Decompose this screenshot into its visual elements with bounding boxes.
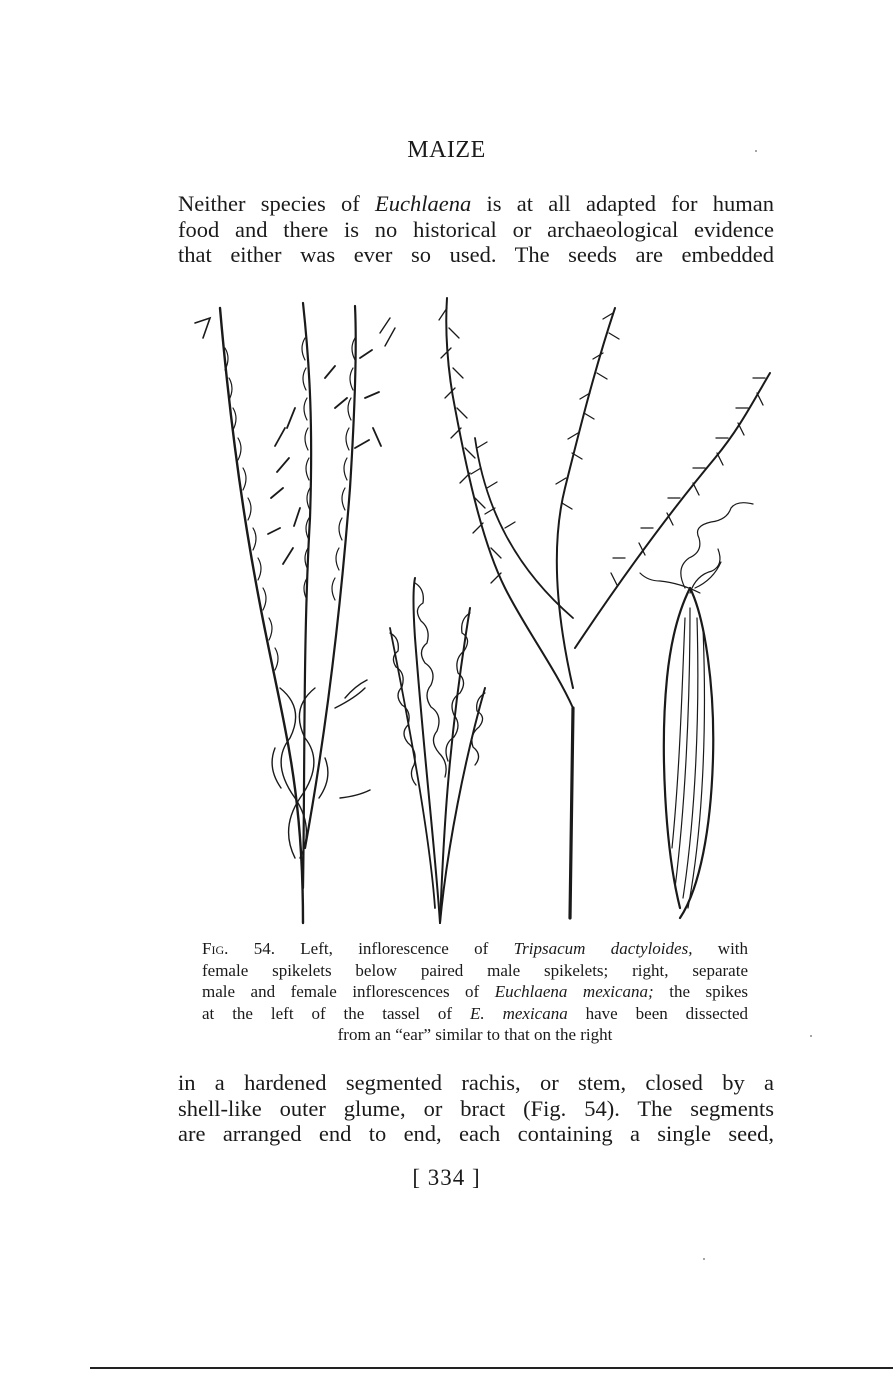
top-paragraph-line-1 [178, 191, 774, 217]
scan-speck [810, 1035, 812, 1037]
top-paragraph-line-3: that either was ever so used. The seeds are embedded [178, 242, 774, 267]
top-paragraph-line-2: food and there is no historical or archaeological evidence [178, 216, 774, 242]
bottom-paragraph [178, 1070, 774, 1147]
species-name: Tripsacum dactyloides, [513, 939, 693, 958]
text-run: male and female inflorescences of [202, 982, 495, 1001]
caption-line-4 [202, 1003, 748, 1025]
caption-line-3 [202, 981, 748, 1003]
bottom-paragraph-line-1: in a hardened segmented rachis, or stem, closed by a [178, 1070, 774, 1095]
bottom-rule [90, 1367, 893, 1369]
caption-line-5: from an “ear” similar to that on the right [337, 1025, 613, 1044]
top-paragraph [178, 191, 774, 268]
dissected-spikes [390, 578, 485, 923]
euchlaena-tassel [439, 298, 770, 918]
text-run: the spikes [653, 982, 748, 1001]
running-head: MAIZE [407, 137, 486, 163]
page-number: [ 334 ] [412, 1165, 481, 1190]
species-name: E. mexicana [470, 1003, 568, 1023]
text-run: have been dissected [567, 1003, 748, 1023]
scan-speck [755, 150, 757, 152]
bottom-paragraph-line-3: are arranged end to end, each containing a single seed, [178, 1121, 774, 1146]
species-name: Euchlaena mexicana; [494, 982, 654, 1001]
euchlaena-ear [640, 503, 753, 918]
figure-caption [202, 938, 748, 1046]
text-run: with [692, 939, 749, 958]
figure-label: Fig. [202, 939, 229, 958]
figure-54-illustration [185, 288, 785, 928]
text-run: is at all adapted for human [471, 191, 775, 216]
scan-speck [703, 1258, 705, 1260]
text-run: Left, inflorescence of [274, 939, 514, 958]
botanical-drawing [185, 288, 785, 928]
figure-number: 54. [253, 939, 275, 958]
genus-name: Euchlaena [375, 191, 472, 216]
bottom-paragraph-line-2: shell-like outer glume, or bract (Fig. 54). The segments [178, 1095, 774, 1121]
text-run: at the left of the tassel of [202, 1003, 471, 1023]
caption-line-1 [202, 938, 748, 960]
text-run: Neither species of [178, 191, 375, 216]
tripsacum-inflorescence [195, 303, 395, 923]
caption-line-2: female spikelets below paired male spikelets; right, separate [202, 960, 748, 980]
